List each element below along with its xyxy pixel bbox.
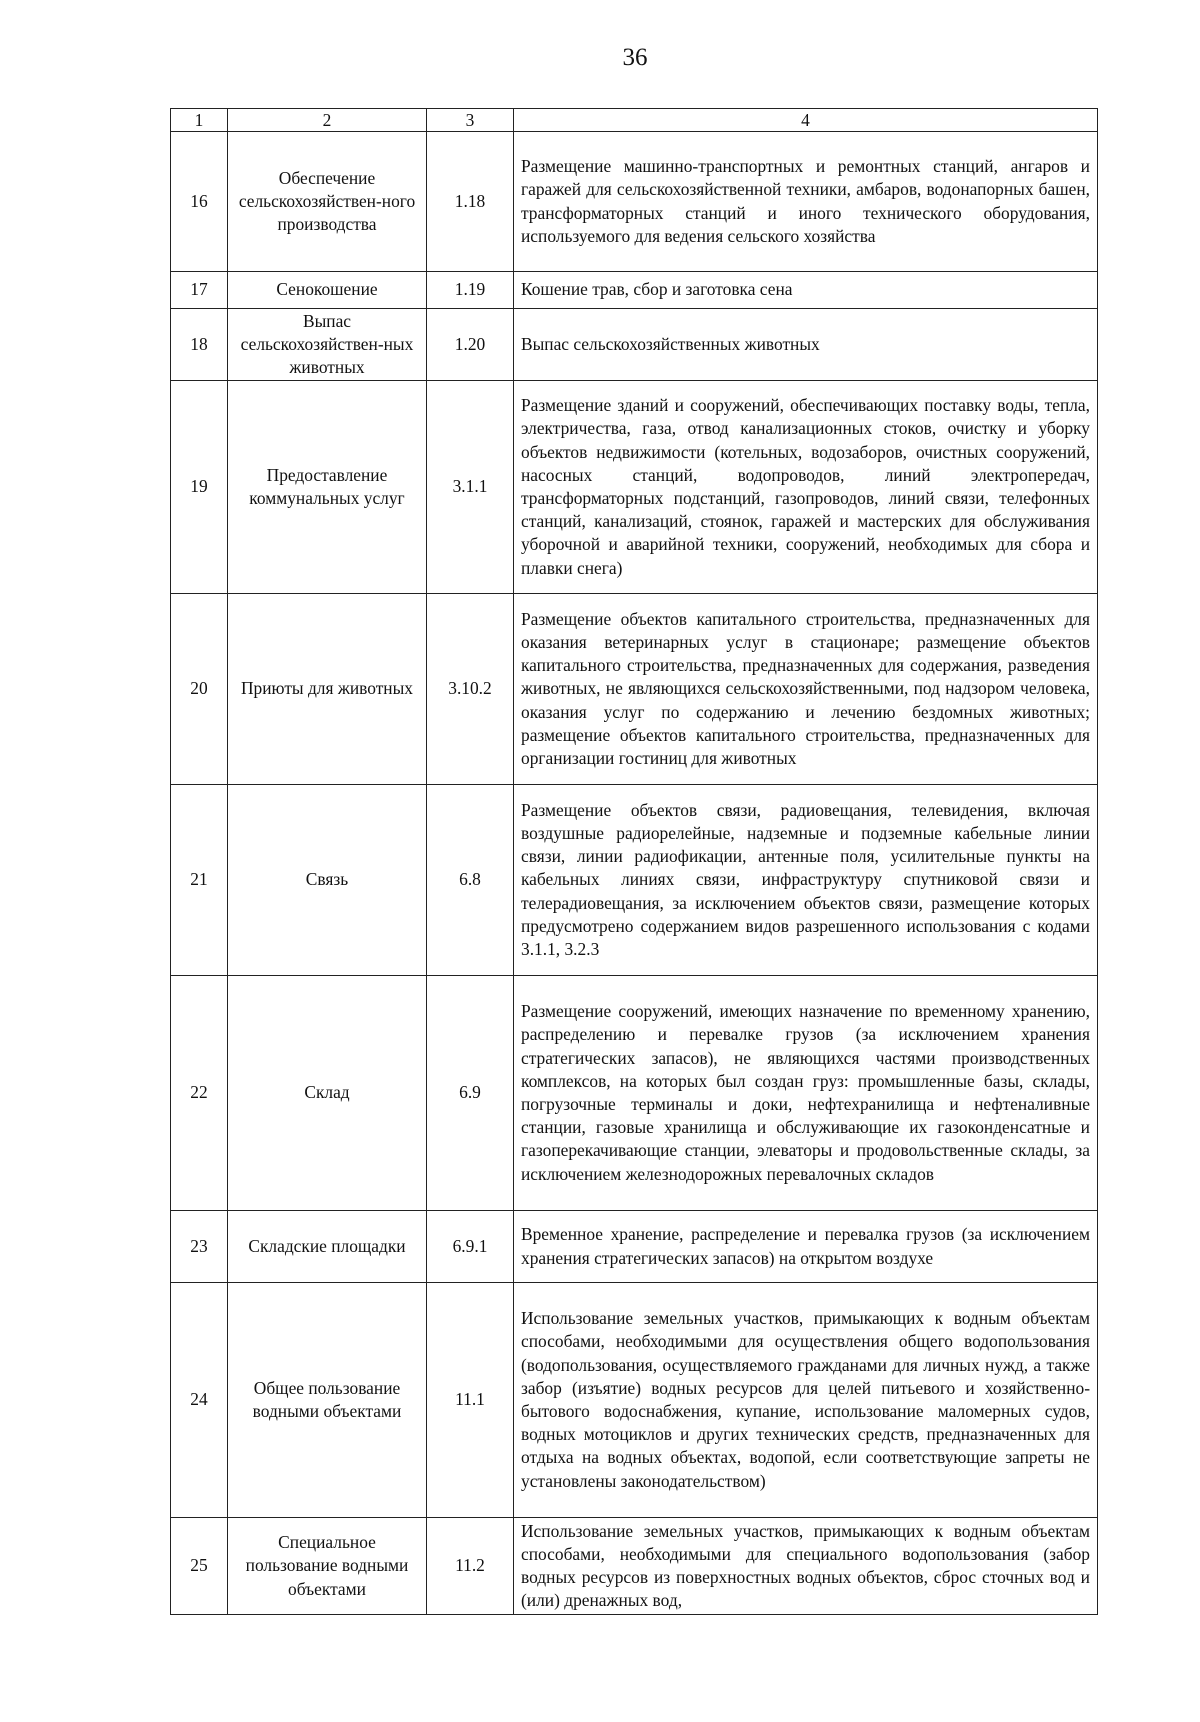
- use-type-name: Выпас сельскохозяйствен-ных животных: [228, 309, 427, 381]
- use-type-code: 6.9: [427, 976, 514, 1211]
- row-number: 20: [171, 594, 228, 785]
- use-type-description: Использование земельных участков, примыкающих к водным объектам способами, необходимыми для специального водопользования (забор водных ресурсов из поверхностных водных объектов, сброс сточных вод и (или) дренажных вод,: [514, 1518, 1098, 1615]
- col-header-1: 1: [171, 109, 228, 132]
- land-use-table: [170, 108, 1098, 1615]
- use-type-description: Размещение объектов связи, радиовещания, телевидения, включая воздушные радиорелейные, надземные и подземные кабельные линии связи, линии радиофикации, антенные поля, усилительные пункты на кабельных линиях связи, инфраструктуру спутниковой связи и телерадиовещания, за исключением объектов связи, размещение которых предусмотрено содержанием видов разрешенного использования с кодами 3.1.1, 3.2.3: [514, 785, 1098, 976]
- row-number: 22: [171, 976, 228, 1211]
- use-type-name: Сенокошение: [228, 272, 427, 309]
- use-type-code: 11.1: [427, 1283, 514, 1518]
- header-row: [171, 109, 1098, 132]
- use-type-name: Склад: [228, 976, 427, 1211]
- row-number: 18: [171, 309, 228, 381]
- table-row: [171, 381, 1098, 594]
- col-header-4: 4: [514, 109, 1098, 132]
- use-type-description: Размещение зданий и сооружений, обеспечивающих поставку воды, тепла, электричества, газа, отвод канализационных стоков, очистку и уборку объектов недвижимости (котельных, водозаборов, очистных сооружений, насосных станций, водопроводов, линий электропередач, трансформаторных подстанций, газопроводов, линий связи, телефонных станций, канализаций, стоянок, гаражей и мастерских для обслуживания уборочной и аварийной техники, сооружений, необходимых для сбора и плавки снега): [514, 381, 1098, 594]
- use-type-name: Складские площадки: [228, 1211, 427, 1283]
- use-type-description: Размещение машинно-транспортных и ремонтных станций, ангаров и гаражей для сельскохозяйственной техники, амбаров, водонапорных башен, трансформаторных станций и иного технического оборудования, используемого для ведения сельского хозяйства: [514, 132, 1098, 272]
- use-type-description: Использование земельных участков, примыкающих к водным объектам способами, необходимыми для осуществления общего водопользования (водопользования, осуществляемого гражданами для личных нужд, а также забор (изъятие) водных ресурсов для целей питьевого и хозяйственно-бытового водоснабжения, купание, использование маломерных судов, водных мотоциклов и других технических средств, предназначенных для отдыха на водных объектах, водопой, если соответствующие запреты не установлены законодательством): [514, 1283, 1098, 1518]
- use-type-description: Размещение объектов капитального строительства, предназначенных для оказания ветеринарных услуг в стационаре; размещение объектов капитального строительства, предназначенных для содержания, разведения животных, не являющихся сельскохозяйственными, под надзором человека, оказания услуг по содержанию и лечению бездомных животных; размещение объектов капитального строительства, предназначенных для организации гостиниц для животных: [514, 594, 1098, 785]
- use-type-description: Временное хранение, распределение и перевалка грузов (за исключением хранения стратегических запасов) на открытом воздухе: [514, 1211, 1098, 1283]
- table-row: [171, 309, 1098, 381]
- use-type-name: Специальное пользование водными объектами: [228, 1518, 427, 1615]
- table-row: [171, 1518, 1098, 1615]
- use-type-description: Размещение сооружений, имеющих назначение по временному хранению, распределению и перевалке грузов (за исключением хранения стратегических запасов), не являющихся частями производственных комплексов, на которых был создан груз: промышленные базы, склады, погрузочные терминалы и доки, нефтехранилища и нефтеналивные станции, газовые хранилища и обслуживающие их газоконденсатные и газоперекачивающие станции, элеваторы и продовольственные склады, за исключением железнодорожных перевалочных складов: [514, 976, 1098, 1211]
- use-type-code: 1.20: [427, 309, 514, 381]
- row-number: 24: [171, 1283, 228, 1518]
- use-type-code: 1.19: [427, 272, 514, 309]
- row-number: 16: [171, 132, 228, 272]
- table-row: [171, 785, 1098, 976]
- col-header-2: 2: [228, 109, 427, 132]
- table-row: [171, 132, 1098, 272]
- page-number: 36: [622, 44, 648, 71]
- row-number: 17: [171, 272, 228, 309]
- table-row: [171, 272, 1098, 309]
- table-row: [171, 594, 1098, 785]
- row-number: 19: [171, 381, 228, 594]
- use-type-code: 3.10.2: [427, 594, 514, 785]
- table-row: [171, 976, 1098, 1211]
- use-type-name: Общее пользование водными объектами: [228, 1283, 427, 1518]
- use-type-code: 6.8: [427, 785, 514, 976]
- use-type-code: 1.18: [427, 132, 514, 272]
- table-row: [171, 1283, 1098, 1518]
- row-number: 21: [171, 785, 228, 976]
- use-type-code: 6.9.1: [427, 1211, 514, 1283]
- use-type-description: Выпас сельскохозяйственных животных: [514, 309, 1098, 381]
- col-header-3: 3: [427, 109, 514, 132]
- use-type-code: 11.2: [427, 1518, 514, 1615]
- use-type-name: Обеспечение сельскохозяйствен-ного производства: [228, 132, 427, 272]
- row-number: 23: [171, 1211, 228, 1283]
- use-type-code: 3.1.1: [427, 381, 514, 594]
- row-number: 25: [171, 1518, 228, 1615]
- use-type-name: Предоставление коммунальных услуг: [228, 381, 427, 594]
- table-row: [171, 1211, 1098, 1283]
- use-type-description: Кошение трав, сбор и заготовка сена: [514, 272, 1098, 309]
- use-type-name: Связь: [228, 785, 427, 976]
- use-type-name: Приюты для животных: [228, 594, 427, 785]
